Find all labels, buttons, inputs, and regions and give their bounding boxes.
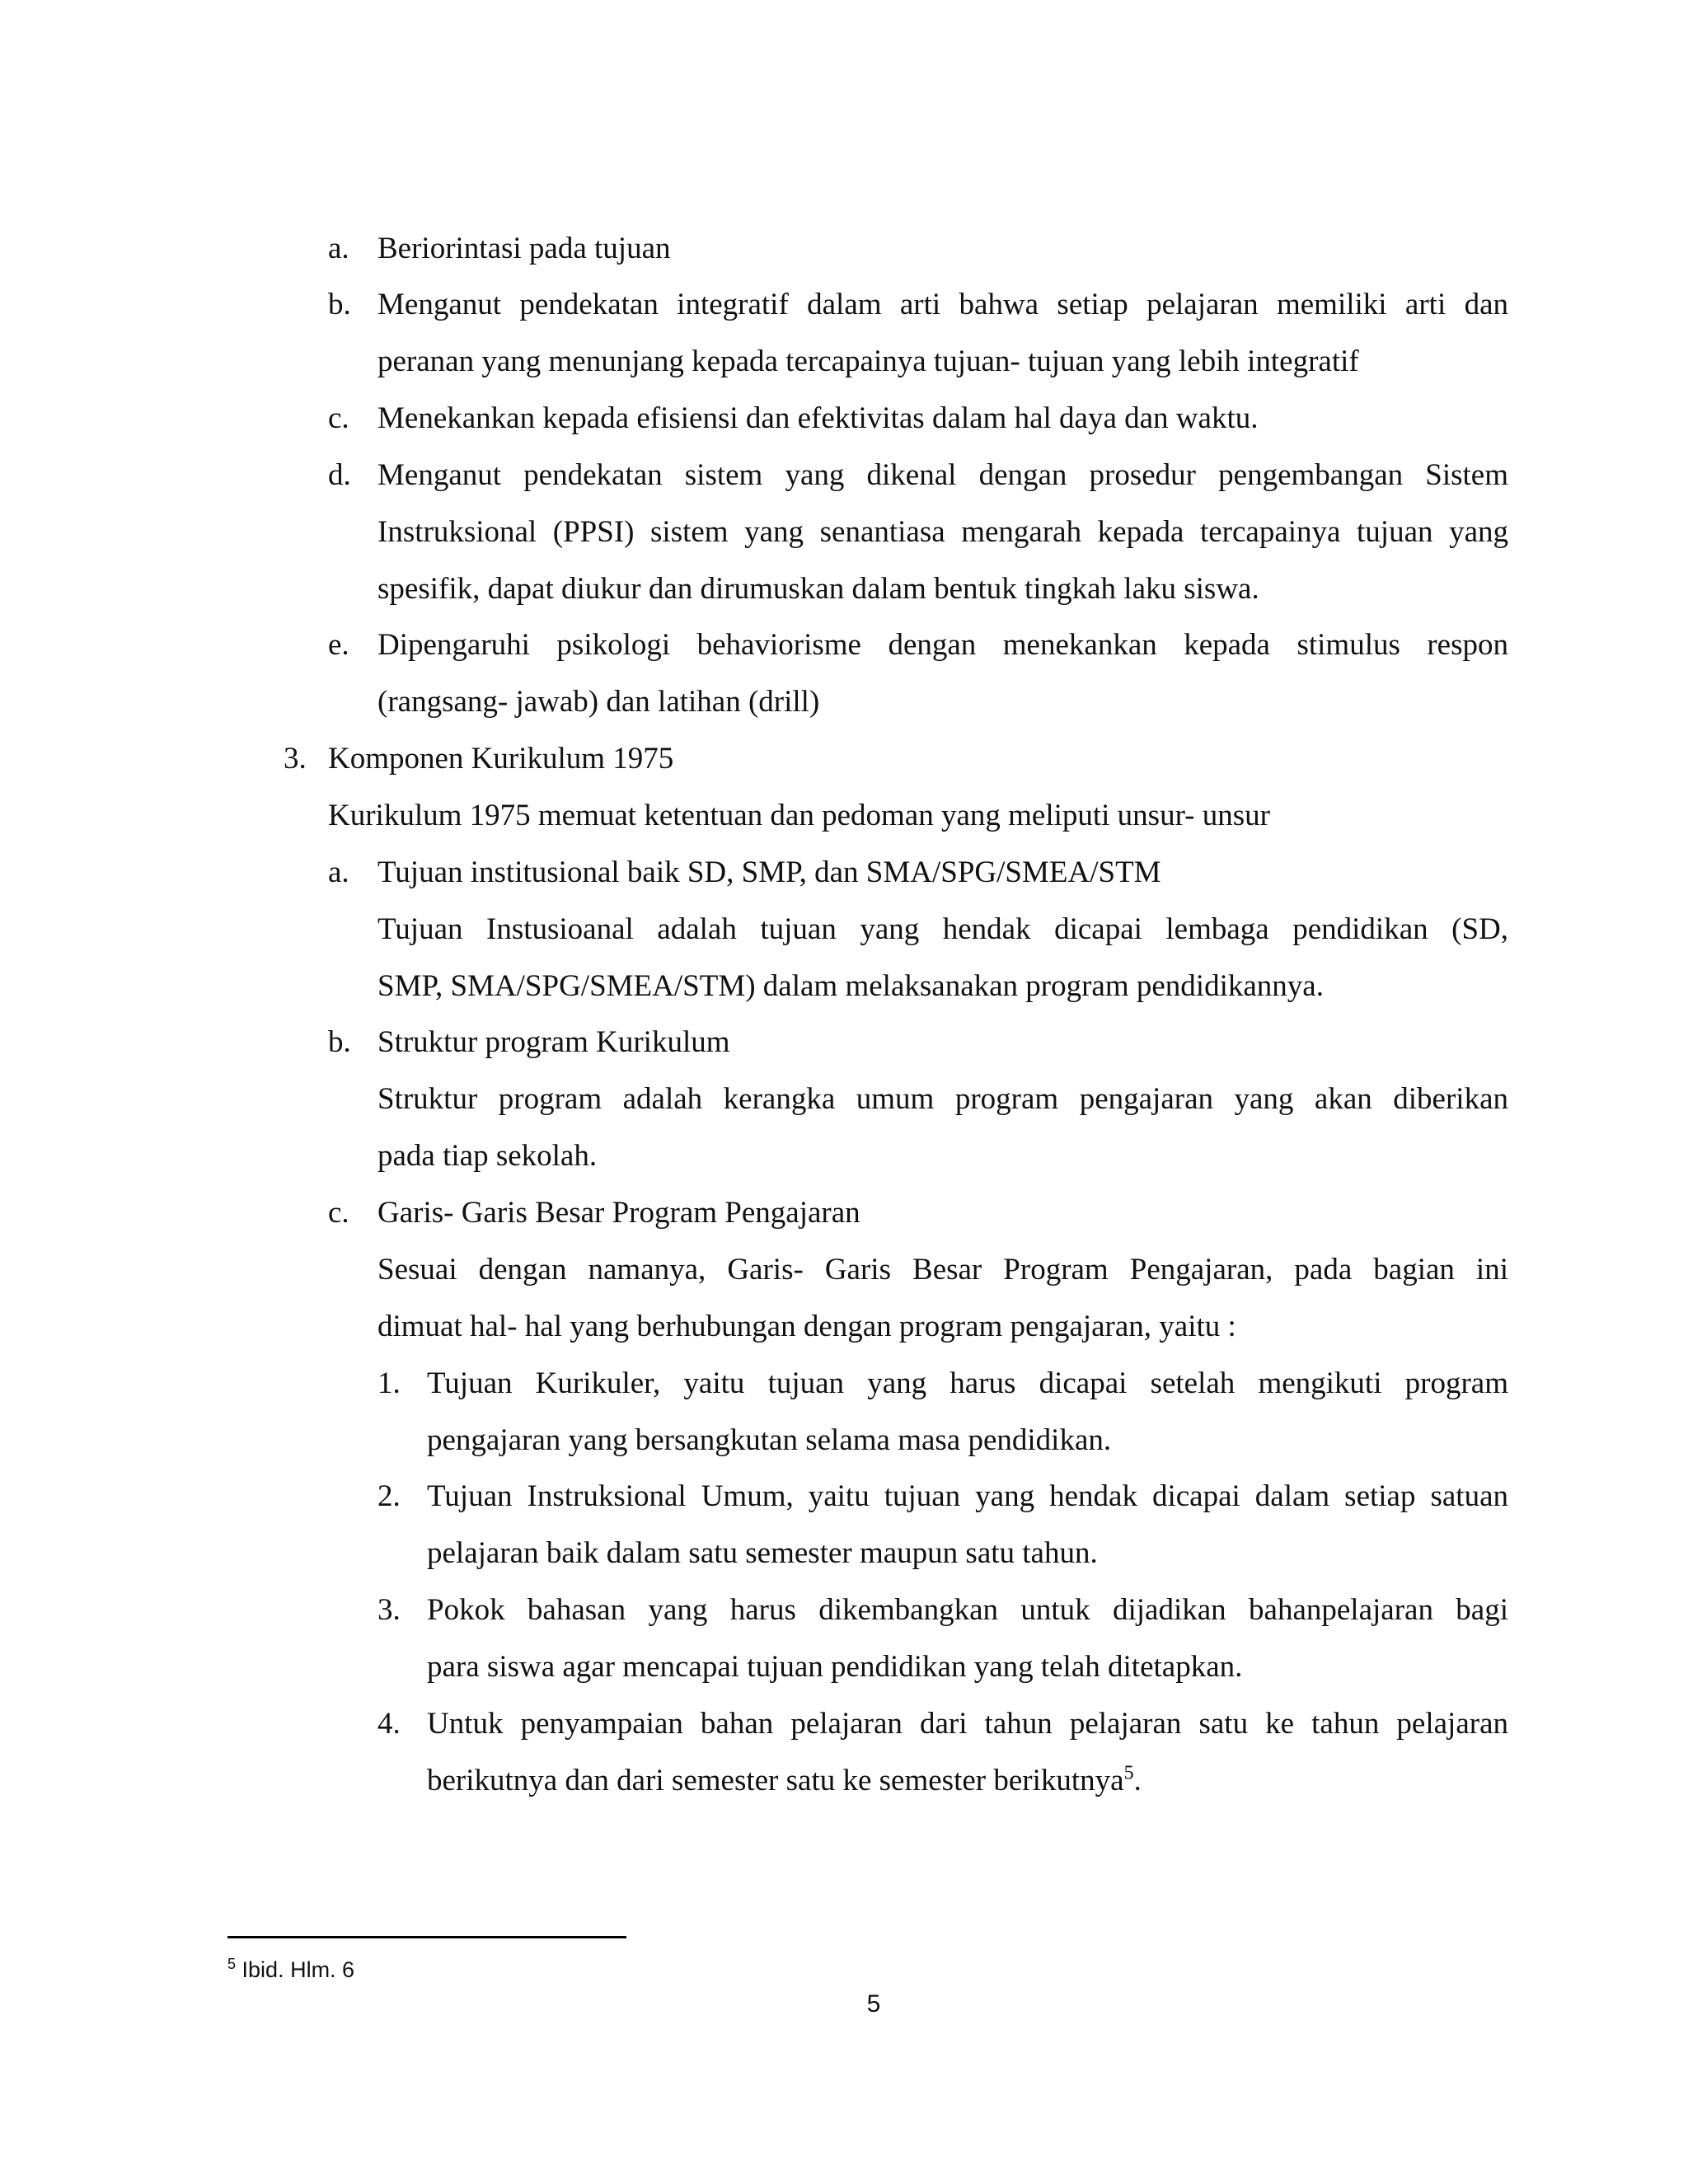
section-3-b-body-line2: pada tiap sekolah. xyxy=(377,1139,598,1173)
section-3-b-title: Struktur program Kurikulum xyxy=(377,1025,730,1059)
section-3-marker: 3. xyxy=(284,742,307,776)
numbered-item-4-line1: Untuk penyampaian bahan pelajaran dari tahun pelajaran satu ke tahun pelajaran xyxy=(427,1707,1508,1741)
numbered-item-4-marker: 4. xyxy=(377,1707,401,1741)
numbered-item-2-marker: 2. xyxy=(377,1479,401,1513)
numbered-item-2-line1: Tujuan Instruksional Umum, yaitu tujuan yang hendak dicapai dalam setiap satuan xyxy=(427,1479,1508,1513)
numbered-item-1-line1: Tujuan Kurikuler, yaitu tujuan yang harus dicapai setelah mengikuti program xyxy=(427,1366,1508,1400)
section-3-a-body-line1: Tujuan Instusioanal adalah tujuan yang hendak dicapai lembaga pendidikan (SD, xyxy=(377,912,1508,946)
list-item-d-line2: Instruksional (PPSI) sistem yang senantiasa mengarah kepada tercapainya tujuan yang xyxy=(377,515,1508,549)
section-3-a-body-line2: SMP, SMA/SPG/SMEA/STM) dalam melaksanakan program pendidikannya. xyxy=(377,969,1324,1003)
section-3-c-marker: c. xyxy=(328,1196,349,1230)
list-marker-a: a. xyxy=(328,232,349,265)
list-marker-b: b. xyxy=(328,288,351,321)
numbered-item-4-line2 xyxy=(427,1760,1142,1802)
list-item-e-line1: Dipengaruhi psikologi behaviorisme dengan menekankan kepada stimulus respon xyxy=(377,628,1508,662)
footnote-text: Ibid. Hlm. 6 xyxy=(241,1957,355,1982)
list-item-b-line1: Menganut pendekatan integratif dalam arti bahwa setiap pelajaran memiliki arti dan xyxy=(377,288,1508,321)
list-item-c-text: Menekankan kepada efisiensi dan efektivitas dalam hal daya dan waktu. xyxy=(377,401,1259,435)
numbered-item-4-line2-end: . xyxy=(1133,1764,1142,1797)
section-3-a-title: Tujuan institusional baik SD, SMP, dan SMA/SPG/SMEA/STM xyxy=(377,855,1161,889)
list-item-a-text: Beriorintasi pada tujuan xyxy=(377,232,671,265)
list-item-d-line3: spesifik, dapat diukur dan dirumuskan dalam bentuk tingkah laku siswa. xyxy=(377,572,1259,606)
numbered-item-4-line2-text: berikutnya dan dari semester satu ke semester berikutnya xyxy=(427,1764,1124,1797)
list-item-d-line1: Menganut pendekatan sistem yang dikenal dengan prosedur pengembangan Sistem xyxy=(377,458,1508,492)
footnote-number: 5 xyxy=(227,1956,237,1972)
section-3-heading: Komponen Kurikulum 1975 xyxy=(328,742,674,776)
section-3-b-marker: b. xyxy=(328,1025,351,1059)
footnote-separator xyxy=(227,1936,626,1938)
section-3-b-body-line1: Struktur program adalah kerangka umum program pengajaran yang akan diberikan xyxy=(377,1082,1508,1116)
numbered-item-1-line2: pengajaran yang bersangkutan selama masa pendidikan. xyxy=(427,1423,1112,1457)
list-marker-d: d. xyxy=(328,458,351,492)
section-3-c-body-line1: Sesuai dengan namanya, Garis- Garis Besar Program Pengajaran, pada bagian ini xyxy=(377,1253,1508,1286)
numbered-item-1-marker: 1. xyxy=(377,1366,401,1400)
numbered-item-3-line2: para siswa agar mencapai tujuan pendidikan yang telah ditetapkan. xyxy=(427,1650,1243,1684)
footnote xyxy=(227,1955,354,1985)
numbered-item-3-marker: 3. xyxy=(377,1593,401,1627)
section-3-intro: Kurikulum 1975 memuat ketentuan dan pedoman yang meliputi unsur- unsur xyxy=(328,799,1270,832)
section-3-c-title: Garis- Garis Besar Program Pengajaran xyxy=(377,1196,860,1230)
numbered-item-3-line1: Pokok bahasan yang harus dikembangkan untuk dijadikan bahanpelajaran bagi xyxy=(427,1593,1508,1627)
page-number: 5 xyxy=(866,1990,881,2018)
list-item-b-line2: peranan yang menunjang kepada tercapainya tujuan- tujuan yang lebih integratif xyxy=(377,344,1359,378)
numbered-item-2-line2: pelajaran baik dalam satu semester maupun satu tahun. xyxy=(427,1536,1098,1570)
footnote-reference[interactable]: 5 xyxy=(1123,1762,1134,1784)
list-marker-e: e. xyxy=(328,628,349,662)
list-marker-c: c. xyxy=(328,401,349,435)
section-3-a-marker: a. xyxy=(328,855,349,889)
section-3-c-body-line2: dimuat hal- hal yang berhubungan dengan program pengajaran, yaitu : xyxy=(377,1310,1236,1343)
list-item-e-line2: (rangsang- jawab) dan latihan (drill) xyxy=(377,685,820,719)
